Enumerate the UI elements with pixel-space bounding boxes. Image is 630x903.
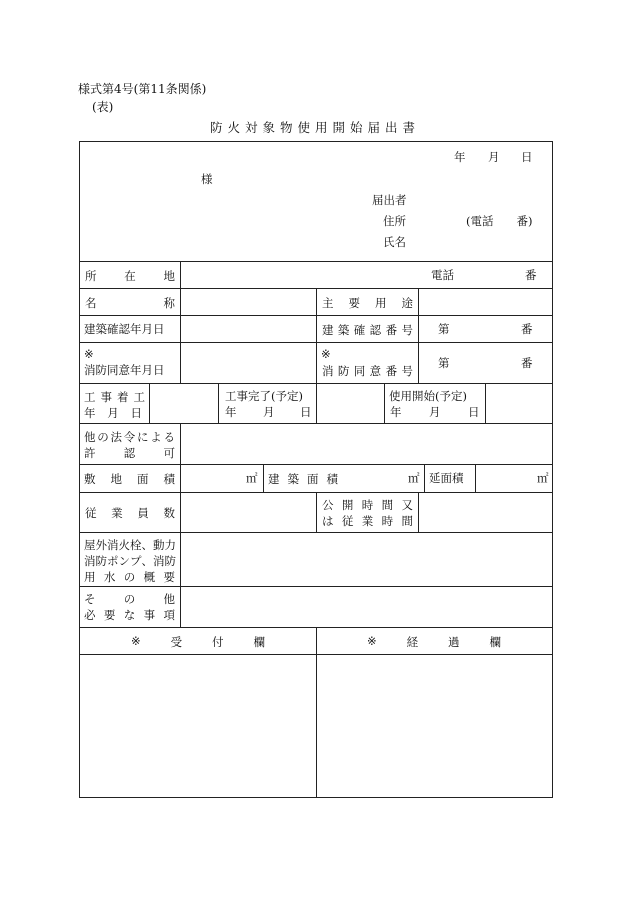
building-confirmation-number-label: 建 築 確 認 番 号 bbox=[322, 323, 413, 337]
location-field[interactable] bbox=[181, 262, 421, 288]
floor-area-label: 延面積 bbox=[429, 471, 464, 485]
main-use-field[interactable] bbox=[419, 289, 552, 315]
facility-name-field[interactable] bbox=[181, 289, 315, 315]
construction-start-field[interactable] bbox=[150, 384, 217, 423]
construction-start-label: 工 事 着 工 bbox=[84, 390, 145, 404]
building-confirmation-prefix: 第 bbox=[438, 322, 450, 336]
fire-equipment-line3: 用 水 の 概 要 bbox=[84, 570, 175, 584]
building-area-unit: ㎡ bbox=[408, 471, 420, 485]
construction-end-day: 日 bbox=[300, 405, 312, 419]
divider bbox=[475, 464, 476, 492]
fire-equipment-field[interactable] bbox=[181, 533, 552, 586]
location-phone-label: 電話 bbox=[431, 268, 454, 282]
site-area-unit: ㎡ bbox=[246, 471, 258, 485]
other-field[interactable] bbox=[181, 587, 552, 627]
divider bbox=[316, 288, 317, 383]
fire-equipment-line2: 消 防 ポ ン プ 、 消 防 bbox=[84, 554, 176, 568]
employees-field[interactable] bbox=[181, 493, 315, 532]
date-year: 年 bbox=[454, 150, 466, 164]
construction-end-label: 工事完了(予定) bbox=[225, 389, 303, 403]
divider bbox=[384, 383, 385, 424]
progress-field[interactable] bbox=[317, 655, 552, 797]
addressee-suffix: 様 bbox=[201, 172, 213, 186]
location-label: 所 在 地 bbox=[85, 269, 175, 283]
use-start-label: 使用開始(予定) bbox=[389, 389, 467, 403]
divider bbox=[316, 492, 317, 533]
construction-end-year: 年 bbox=[225, 405, 237, 419]
other-line2: 必 要 な 事 項 bbox=[84, 608, 175, 622]
name-label: 氏名 bbox=[383, 235, 406, 249]
open-hours-line2: は 従 業 時 間 bbox=[322, 514, 413, 528]
divider bbox=[263, 464, 264, 492]
use-start-month: 月 bbox=[429, 405, 441, 419]
use-start-field[interactable] bbox=[486, 384, 552, 423]
form-title: 防火対象物使用開始届出書 bbox=[209, 120, 420, 135]
construction-end-month: 月 bbox=[263, 405, 275, 419]
use-start-year: 年 bbox=[390, 405, 402, 419]
location-phone-unit: 番 bbox=[525, 268, 537, 282]
form-number: 様式第4号(第11条関係) bbox=[78, 82, 207, 96]
use-start-day: 日 bbox=[468, 405, 480, 419]
address-label: 住所 bbox=[383, 214, 406, 228]
reception-field[interactable] bbox=[80, 655, 315, 797]
fire-consent-prefix: 第 bbox=[438, 356, 450, 370]
reception-header: ※ 受 付 欄 bbox=[131, 634, 265, 649]
open-hours-line1: 公 開 時 間 又 bbox=[322, 498, 413, 512]
building-confirmation-date-label: 建築確認年月日 bbox=[84, 322, 165, 336]
construction-end-field[interactable] bbox=[317, 384, 383, 423]
main-use-label: 主 要 用 途 bbox=[322, 296, 413, 310]
phone-note: (電話 番) bbox=[466, 214, 533, 228]
divider bbox=[424, 464, 425, 492]
progress-header: ※ 経 過 欄 bbox=[367, 634, 501, 649]
employees-label: 従 業 員 数 bbox=[85, 506, 175, 520]
fire-equipment-line1: 屋 外 消 火 栓 、 動 力 bbox=[84, 538, 176, 552]
other-law-line1: 他 の 法 令 に よ る bbox=[84, 430, 175, 444]
other-law-line2: 許 認 可 bbox=[84, 446, 175, 460]
site-area-label: 敷 地 面 積 bbox=[84, 472, 175, 486]
form-side-label: (表) bbox=[92, 100, 114, 114]
other-line1: そ の 他 bbox=[84, 592, 175, 606]
date-day: 日 bbox=[521, 150, 533, 164]
fire-consent-date-label: 消防同意年月日 bbox=[84, 363, 165, 377]
open-hours-field[interactable] bbox=[419, 493, 552, 532]
applicant-label: 届出者 bbox=[372, 193, 407, 207]
date-month: 月 bbox=[488, 150, 500, 164]
fire-consent-mark-2: ※ bbox=[321, 347, 331, 361]
fire-consent-number-label: 消 防 同 意 番 号 bbox=[322, 364, 413, 378]
fire-consent-date-field[interactable] bbox=[181, 343, 315, 382]
name-row-label: 名 称 bbox=[85, 296, 175, 310]
divider bbox=[79, 464, 553, 465]
building-area-label: 建 築 面 積 bbox=[268, 472, 338, 486]
divider bbox=[218, 383, 219, 424]
building-confirmation-suffix: 番 bbox=[521, 322, 533, 336]
addressee-field[interactable] bbox=[100, 168, 195, 184]
fire-consent-suffix: 番 bbox=[521, 356, 533, 370]
fire-consent-mark: ※ bbox=[84, 347, 94, 361]
floor-area-unit: ㎡ bbox=[537, 471, 549, 485]
construction-start-date-label: 年 月 日 bbox=[84, 406, 142, 420]
other-law-field[interactable] bbox=[181, 424, 552, 464]
building-confirmation-date-field[interactable] bbox=[181, 316, 315, 342]
